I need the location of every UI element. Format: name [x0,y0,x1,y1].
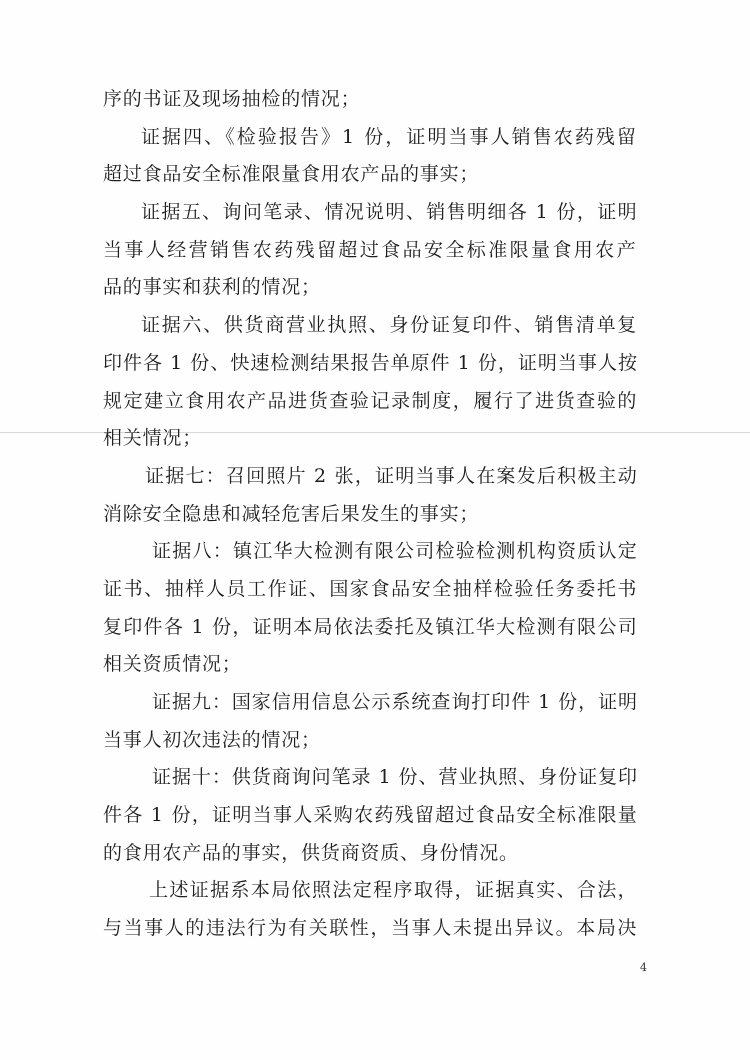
paragraph-conclusion [103,872,638,947]
paragraph-evidence-6 [103,307,638,458]
text-line: 上述证据系本局依照法定程序取得，证据真实、合法， [149,879,638,902]
text-line: 当事人经营销售农药残留超过食品安全标准限量食用农产 [103,238,638,261]
paragraph-evidence-10 [103,759,638,872]
text-line: 证据五、询问笔录、情况说明、销售明细各 1 份，证明 [141,201,638,224]
text-line: 相关情况； [103,427,203,450]
text-line: 序的书证及现场抽检的情况； [103,88,361,110]
page-number: 4 [640,961,647,974]
paragraph-evidence-4 [103,119,638,194]
text-line: 证据四、《检验报告》1 份，证明当事人销售农药残留 [141,125,638,148]
text-line: 证据十：供货商询问笔录 1 份、营业执照、身份证复印 [152,766,638,789]
paragraph-evidence-7 [103,458,638,533]
paragraph-continuation [103,81,638,119]
text-line: 消除安全隐患和减轻危害后果发生的事实； [103,502,480,525]
text-line: 复印件各 1 份，证明本局依法委托及镇江华大检测有限公司 [103,615,638,638]
text-line: 证据七：召回照片 2 张，证明当事人在案发后积极主动 [145,464,638,487]
text-line: 证据九：国家信用信息公示系统查询打印件 1 份，证明 [152,691,638,713]
text-line: 超过食品安全标准限量食用农产品的事实； [103,163,480,186]
text-line: 证据八：镇江华大检测有限公司检验检测机构资质认定 [152,540,638,563]
paragraph-evidence-8 [103,533,638,684]
paragraph-evidence-5 [103,194,638,307]
text-line: 的食用农产品的事实，供货商资质、身份情况。 [103,841,519,864]
text-line: 证据六、供货商营业执照、身份证复印件、销售清单复 [141,314,638,337]
text-line: 品的事实和获利的情况； [103,276,321,299]
paragraph-evidence-9 [103,684,638,759]
text-line: 当事人初次违法的情况； [103,728,321,751]
document-body [103,81,638,948]
text-line: 件各 1 份，证明当事人采购农药残留超过食品安全标准限量 [103,804,638,827]
text-line: 与当事人的违法行为有关联性，当事人未提出异议。本局决 [103,917,638,940]
text-line: 证书、抽样人员工作证、国家食品安全抽样检验任务委托书 [103,577,638,600]
text-line: 规定建立食用农产品进货查验记录制度，履行了进货查验的 [103,389,638,412]
text-line: 相关资质情况； [103,653,242,676]
text-line: 印件各 1 份、快速检测结果报告单原件 1 份，证明当事人按 [103,351,638,374]
